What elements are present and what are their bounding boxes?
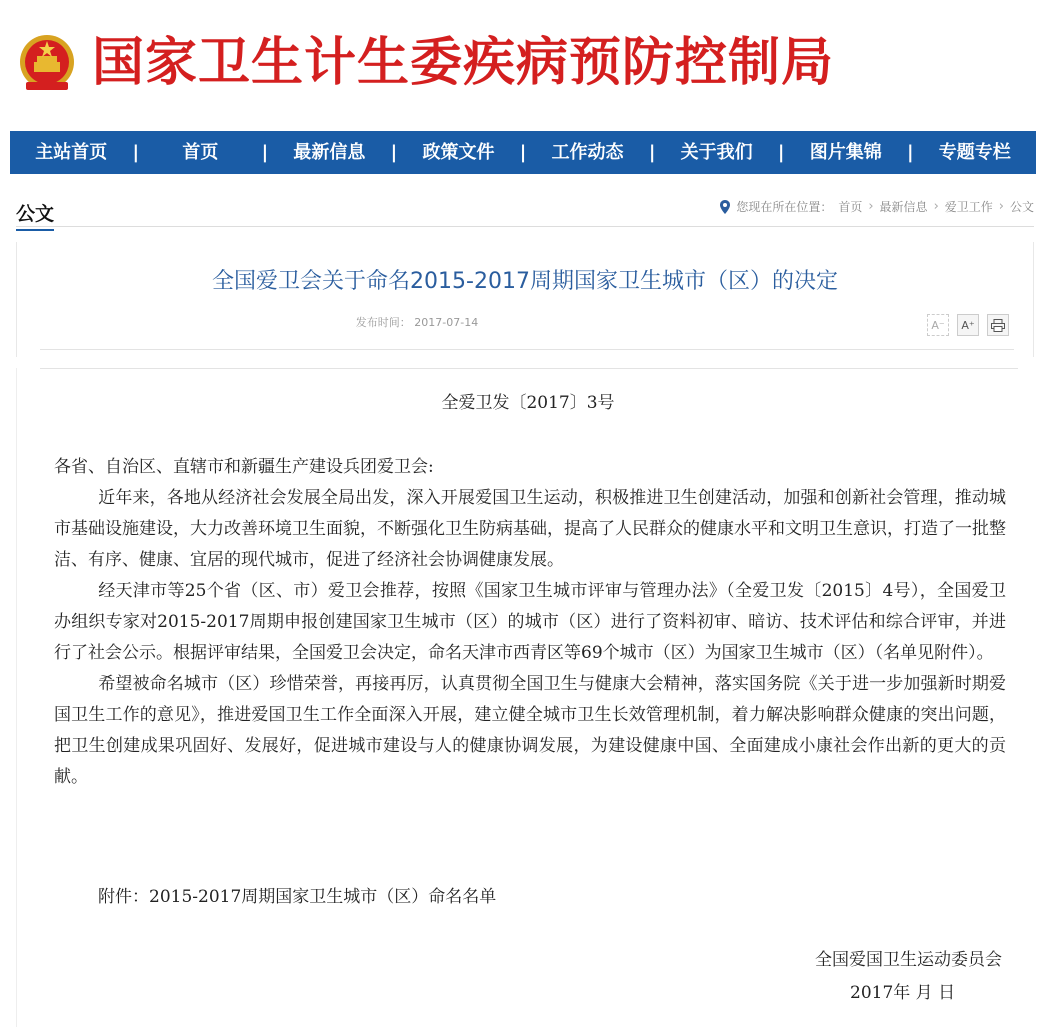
breadcrumb-latest[interactable]: 最新信息 [879,200,928,214]
paragraph: 希望被命名城市（区）珍惜荣誉，再接再厉，认真贯彻全国卫生与健康大会精神，落实国务院《关于进一步加强新时期爱国卫生工作的意见》，推进爱国卫生工作全面深入开展，建立健全城市卫生长效管理机制，着力解决影响群众健康的突出问题，把卫生创建成果巩固好、发展好，促进城市建设与人的健康协调发展，为建设健康中国、全面建成小康社会作出新的更大的贡献。 [54,674,1006,787]
breadcrumb-home[interactable]: 首页 [838,200,863,214]
nav-home[interactable]: 首页 [182,142,219,163]
document-number: 全爱卫发〔2017〕3号 [441,393,615,413]
font-larger-button[interactable]: A⁺ [957,314,979,336]
nav-separator: | [261,142,269,163]
site-title[interactable]: 国家卫生计生委疾病预防控制局 [92,33,835,93]
national-emblem-icon[interactable] [18,32,76,94]
divider [16,368,17,1027]
nav-separator: | [132,142,140,163]
publish-label: 发布时间： [355,316,411,329]
article-header [16,242,1034,357]
nav-gallery[interactable]: 图片集锦 [809,142,882,163]
nav-separator: | [519,142,527,163]
signature: 全国爱国卫生运动委员会 [815,950,1002,970]
nav-separator: | [906,142,914,163]
section-bar [16,196,1034,227]
document-body [54,452,1006,793]
article-title: 全国爱卫会关于命名2015-2017周期国家卫生城市（区）的决定 [212,269,838,294]
document-date: 2017年 月 日 [850,983,956,1003]
chevron-right-icon: › [868,199,874,214]
breadcrumb-current[interactable]: 公文 [1009,200,1034,214]
paragraph: 经天津市等25个省（区、市）爱卫会推荐，按照《国家卫生城市评审与管理办法》（全爱卫发〔2015〕4号），全国爱卫办组织专家对2015-2017周期申报创建国家卫生城市（区）的城市（区）进行了资料初审、暗访、技术评估和综合评审，并进行了社会公示。根据评审结果，全国爱卫会决定，命名天津市西青区等69个城市（区）为国家卫生城市（区）（名单见附件）。 [54,581,1006,663]
location-pin-icon [720,200,730,214]
publish-date: 2017-07-14 [414,316,479,329]
nav-separator: | [648,142,656,163]
breadcrumb-aiwei[interactable]: 爱卫工作 [944,200,993,214]
nav-policy[interactable]: 政策文件 [422,142,495,163]
divider [40,349,1014,350]
chevron-right-icon: › [998,199,1004,214]
print-icon [991,319,1005,332]
attachment-link[interactable]: 附件：2015-2017周期国家卫生城市（区）命名名单 [98,887,497,907]
section-title: 公文 [16,199,54,231]
salutation: 各省、自治区、直辖市和新疆生产建设兵团爱卫会: [54,457,434,477]
site-header [0,0,1046,130]
paragraph: 近年来，各地从经济社会发展全局出发，深入开展爱国卫生运动，积极推进卫生创建活动，加强和创新社会管理，推动城市基础设施建设，大力改善环境卫生面貌，不断强化卫生防病基础，提高了人民群众的健康水平和文明卫生意识，打造了一批整洁、有序、健康、宜居的现代城市，促进了经济社会协调健康发展。 [54,488,1006,570]
nav-main-home[interactable]: 主站首页 [35,142,108,163]
chevron-right-icon: › [933,199,939,214]
nav-separator: | [777,142,785,163]
main-nav [10,131,1036,174]
nav-topics[interactable]: 专题专栏 [938,142,1011,163]
nav-separator: | [390,142,398,163]
article-tools [927,314,1009,336]
font-smaller-button[interactable]: A⁻ [927,314,949,336]
nav-about[interactable]: 关于我们 [680,142,753,163]
breadcrumb [720,198,1034,215]
nav-work-news[interactable]: 工作动态 [551,142,624,163]
nav-latest[interactable]: 最新信息 [293,142,366,163]
print-button[interactable] [987,314,1009,336]
divider [40,368,1018,369]
publish-info [17,314,817,330]
breadcrumb-prefix: 您现在所在位置： [736,200,833,214]
